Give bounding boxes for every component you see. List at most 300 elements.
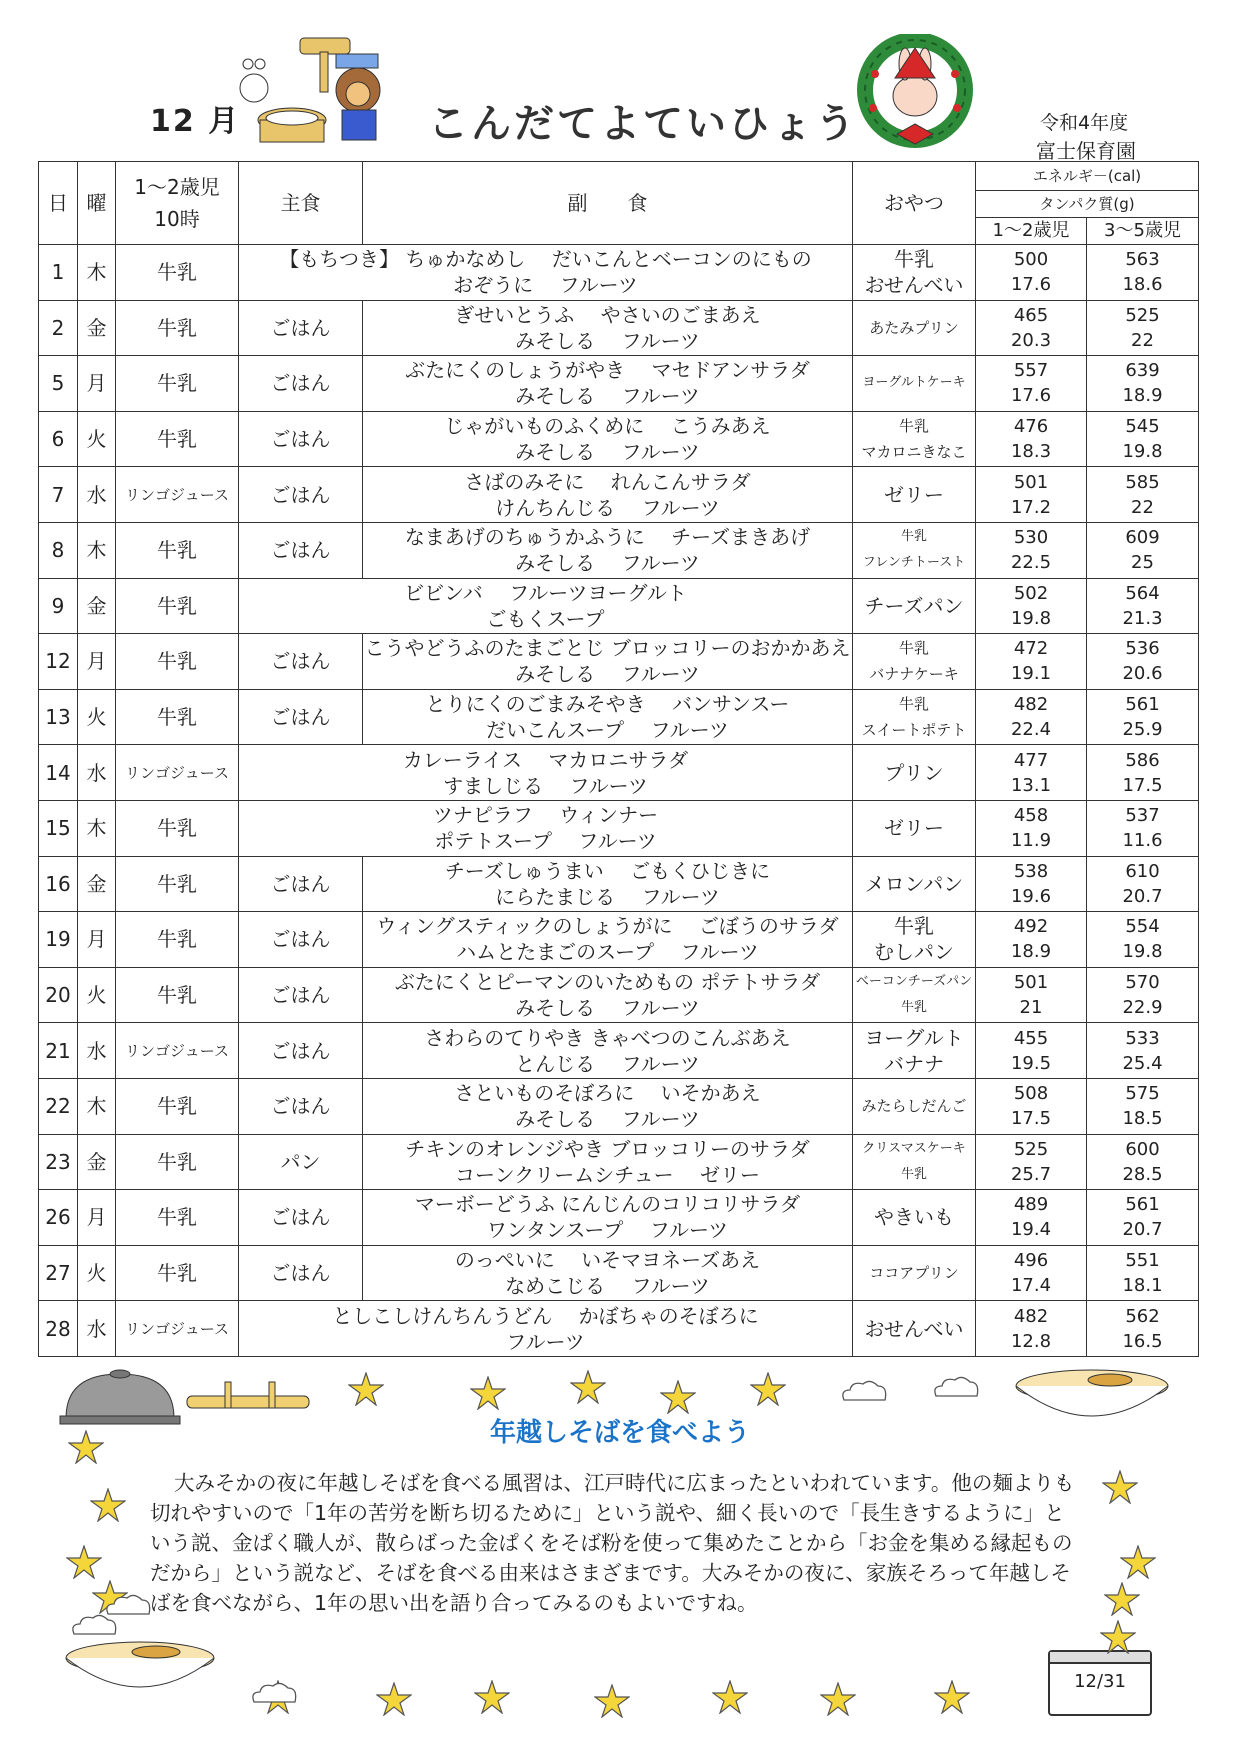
nutrition-age-1-2	[976, 856, 1087, 912]
month-label: 12 月	[150, 104, 241, 139]
energy-value: 525	[1125, 304, 1160, 326]
staple-cell: パン	[239, 1134, 363, 1190]
weekday-cell: 金	[78, 300, 116, 356]
nutrition-age-3-5	[1087, 245, 1199, 301]
weekday-cell: 水	[78, 745, 116, 801]
drink-cell: 牛乳	[116, 1190, 239, 1246]
protein-value: 19.6	[1010, 885, 1052, 907]
protein-value: 18.1	[1122, 1274, 1163, 1296]
drink-cell: 牛乳	[116, 1134, 239, 1190]
protein-value: 17.6	[1010, 385, 1052, 407]
snack-cell: クリスマスケーキ 牛乳	[853, 1134, 976, 1190]
snack-cell: チーズパン	[853, 578, 976, 634]
drink-cell: 牛乳	[116, 856, 239, 912]
nutrition-age-3-5	[1087, 745, 1199, 801]
energy-value: 465	[1013, 304, 1049, 326]
day-cell: 19	[39, 912, 78, 968]
energy-value: 537	[1125, 805, 1160, 827]
snack-cell: 牛乳 おせんべい	[853, 245, 976, 301]
calendar-label: 12/31	[1074, 1671, 1126, 1692]
star-icon	[820, 1682, 856, 1716]
protein-value: 18.5	[1122, 1108, 1163, 1130]
nutrition-age-1-2	[976, 411, 1087, 467]
star-icon	[570, 1370, 606, 1404]
star-icon	[1120, 1545, 1156, 1579]
protein-value: 11.6	[1122, 830, 1163, 852]
nutrition-age-3-5	[1087, 578, 1199, 634]
table-row	[39, 1190, 1199, 1246]
energy-value: 639	[1125, 360, 1160, 382]
day-cell: 6	[39, 411, 78, 467]
energy-value: 500	[1013, 249, 1049, 271]
energy-value: 508	[1013, 1083, 1049, 1105]
energy-value: 458	[1013, 805, 1049, 827]
nutrition-age-3-5	[1087, 1190, 1199, 1246]
nutrition-age-1-2	[976, 300, 1087, 356]
protein-value: 22	[1131, 329, 1154, 351]
menu-table	[38, 161, 1199, 1357]
table-row	[39, 1134, 1199, 1190]
snack-cell: ゼリー	[853, 467, 976, 523]
weekday-cell: 金	[78, 856, 116, 912]
header-oyatsu: おやつ	[853, 162, 976, 245]
side-cell: じゃがいものふくめに こうみあえ みそしる フルーツ	[363, 411, 853, 467]
energy-value: 561	[1125, 694, 1160, 716]
header-protein: タンパク質(g)	[976, 191, 1199, 218]
side-cell: ぎせいとうふ やさいのごまあえ みそしる フルーツ	[363, 300, 853, 356]
drink-cell: 牛乳	[116, 1245, 239, 1301]
drink-cell: 牛乳	[116, 356, 239, 412]
bamboo-icon	[185, 1378, 313, 1412]
energy-value: 489	[1013, 1194, 1049, 1216]
snack-cell: プリン	[853, 745, 976, 801]
energy-value: 554	[1125, 916, 1160, 938]
day-cell: 15	[39, 800, 78, 856]
protein-value: 22.9	[1122, 997, 1163, 1019]
weekday-cell: 木	[78, 245, 116, 301]
table-row	[39, 522, 1199, 578]
staple-cell: ごはん	[239, 912, 363, 968]
drink-cell: リンゴジュース	[116, 745, 239, 801]
christmas-wreath-illustration	[855, 34, 975, 150]
weekday-cell: 木	[78, 522, 116, 578]
protein-value: 19.8	[1010, 607, 1052, 629]
protein-value: 18.3	[1010, 441, 1052, 463]
nutrition-age-3-5	[1087, 300, 1199, 356]
nutrition-age-1-2	[976, 1301, 1087, 1357]
energy-value: 502	[1013, 582, 1049, 604]
protein-value: 20.6	[1122, 663, 1163, 685]
notice-body: 大みそかの夜に年越しそばを食べる風習は、江戸時代に広まったといわれています。他の麺よりも切れやすいので「1年の苦労を断ち切るために」という説や、細く長いので「長生きするように」という説、金ぱく職人が、散らばった金ぱくをそば粉を使って集めたことから「お金を集める縁起ものだから」という説など、そばを食べる由来はさまざまです。大みそかの夜に、家族そろって年越しそばを食べながら、1年の思い出を語り合ってみるのもよいですね。	[150, 1471, 1075, 1615]
table-row	[39, 800, 1199, 856]
energy-value: 538	[1013, 860, 1049, 882]
side-cell: のっぺいに いそマヨネーズあえ なめこじる フルーツ	[363, 1245, 853, 1301]
energy-value: 610	[1125, 860, 1160, 882]
nutrition-age-1-2	[976, 912, 1087, 968]
table-row	[39, 1078, 1199, 1134]
energy-value: 545	[1125, 416, 1160, 438]
energy-value: 476	[1013, 416, 1049, 438]
drink-cell: リンゴジュース	[116, 467, 239, 523]
side-cell: ウィングスティックのしょうがに ごぼうのサラダ ハムとたまごのスープ フルーツ	[363, 912, 853, 968]
nutrition-age-1-2	[976, 689, 1087, 745]
side-cell: ツナピラフ ウィンナー ポテトスープ フルーツ	[239, 800, 853, 856]
nutrition-age-3-5	[1087, 967, 1199, 1023]
page-title: こんだてよていひょう	[428, 101, 858, 147]
table-row	[39, 634, 1199, 690]
energy-value: 586	[1125, 749, 1160, 771]
side-cell: チーズしゅうまい ごもくひじきに にらたまじる フルーツ	[363, 856, 853, 912]
snack-cell: あたみプリン	[853, 300, 976, 356]
energy-value: 492	[1013, 916, 1049, 938]
nutrition-age-3-5	[1087, 411, 1199, 467]
header-age-1-2: 1～2歳児	[976, 218, 1087, 245]
drink-cell: 牛乳	[116, 578, 239, 634]
protein-value: 16.5	[1122, 1330, 1163, 1352]
day-cell: 22	[39, 1078, 78, 1134]
drink-cell: 牛乳	[116, 634, 239, 690]
energy-value: 570	[1125, 972, 1160, 994]
day-cell: 8	[39, 522, 78, 578]
protein-value: 22.5	[1010, 552, 1052, 574]
nutrition-age-1-2	[976, 1023, 1087, 1079]
snack-cell: 牛乳 フレンチトースト	[853, 522, 976, 578]
nutrition-age-3-5	[1087, 522, 1199, 578]
weekday-cell: 火	[78, 1245, 116, 1301]
table-row	[39, 467, 1199, 523]
protein-value: 21	[1019, 997, 1043, 1019]
side-cell: さわらのてりやき きゃべつのこんぶあえ とんじる フルーツ	[363, 1023, 853, 1079]
table-row	[39, 745, 1199, 801]
snack-cell: ヨーグルト バナナ	[853, 1023, 976, 1079]
protein-value: 17.4	[1010, 1274, 1052, 1296]
energy-value: 477	[1013, 749, 1049, 771]
protein-value: 17.6	[1010, 274, 1052, 296]
star-icon	[1102, 1470, 1138, 1504]
nutrition-age-1-2	[976, 1078, 1087, 1134]
protein-value: 20.3	[1010, 329, 1052, 351]
drink-cell: 牛乳	[116, 1078, 239, 1134]
staple-cell: ごはん	[239, 467, 363, 523]
side-cell: ぶたにくのしょうがやき マセドアンサラダ みそしる フルーツ	[363, 356, 853, 412]
header-energy: エネルギ－(cal)	[976, 162, 1199, 191]
snack-cell: おせんべい	[853, 1301, 976, 1357]
energy-value: 575	[1125, 1083, 1160, 1105]
protein-value: 19.8	[1122, 441, 1163, 463]
table-row	[39, 912, 1199, 968]
staple-cell: ごはん	[239, 856, 363, 912]
nutrition-age-3-5	[1087, 1301, 1199, 1357]
school-name: 富士保育園	[1036, 139, 1136, 163]
nutrition-age-3-5	[1087, 467, 1199, 523]
snack-cell: ゼリー	[853, 800, 976, 856]
star-icon	[376, 1682, 412, 1716]
protein-value: 11.9	[1010, 830, 1052, 852]
protein-value: 17.2	[1010, 496, 1052, 518]
table-row	[39, 967, 1199, 1023]
star-icon	[1104, 1582, 1140, 1616]
nutrition-age-1-2	[976, 1245, 1087, 1301]
weekday-cell: 月	[78, 634, 116, 690]
energy-value: 482	[1013, 694, 1049, 716]
day-cell: 9	[39, 578, 78, 634]
protein-value: 25	[1131, 552, 1154, 574]
nutrition-age-1-2	[976, 745, 1087, 801]
drink-cell: 牛乳	[116, 967, 239, 1023]
fiscal-year: 令和4年度	[1040, 112, 1129, 134]
staple-cell: ごはん	[239, 356, 363, 412]
drink-cell: 牛乳	[116, 689, 239, 745]
energy-value: 530	[1013, 527, 1049, 549]
nutrition-age-3-5	[1087, 356, 1199, 412]
drink-cell: 牛乳	[116, 800, 239, 856]
energy-value: 482	[1013, 1305, 1049, 1327]
staple-cell: ごはん	[239, 300, 363, 356]
day-cell: 1	[39, 245, 78, 301]
side-cell: こうやどうふのたまごとじ ブロッコリーのおかかあえ みそしる フルーツ	[363, 634, 853, 690]
protein-value: 22.4	[1010, 719, 1052, 741]
staple-cell: ごはん	[239, 634, 363, 690]
cloud-icon	[248, 1680, 300, 1706]
mochi-pounding-illustration	[232, 28, 392, 150]
header-weekday: 曜	[78, 162, 116, 245]
nutrition-age-3-5	[1087, 634, 1199, 690]
staple-cell: ごはん	[239, 411, 363, 467]
snack-cell: 牛乳 マカロニきなこ	[853, 411, 976, 467]
day-cell: 5	[39, 356, 78, 412]
nutrition-age-1-2	[976, 800, 1087, 856]
snack-cell: みたらしだんご	[853, 1078, 976, 1134]
header-age-3-5: 3～5歳児	[1087, 218, 1199, 245]
protein-value: 12.8	[1010, 1330, 1052, 1352]
snack-cell: やきいも	[853, 1190, 976, 1246]
nutrition-age-3-5	[1087, 1023, 1199, 1079]
side-cell: さばのみそに れんこんサラダ けんちんじる フルーツ	[363, 467, 853, 523]
weekday-cell: 水	[78, 1023, 116, 1079]
protein-value: 25.7	[1010, 1163, 1052, 1185]
side-cell: カレーライス マカロニサラダ すましじる フルーツ	[239, 745, 853, 801]
staple-cell: ごはん	[239, 689, 363, 745]
weekday-cell: 火	[78, 411, 116, 467]
star-icon	[594, 1684, 630, 1718]
protein-value: 19.4	[1010, 1219, 1052, 1241]
header-snack-10: 1～2歳児 10時	[116, 162, 239, 245]
side-cell: としこしけんちんうどん かぼちゃのそぼろに フルーツ	[239, 1301, 853, 1357]
day-cell: 14	[39, 745, 78, 801]
star-icon	[660, 1380, 696, 1414]
protein-value: 25.9	[1122, 719, 1163, 741]
energy-value: 561	[1125, 1194, 1160, 1216]
protein-value: 20.7	[1122, 885, 1163, 907]
snack-cell: 牛乳 バナナケーキ	[853, 634, 976, 690]
table-row	[39, 856, 1199, 912]
staple-cell: ごはん	[239, 1190, 363, 1246]
staple-cell: ごはん	[239, 1078, 363, 1134]
energy-value: 533	[1125, 1027, 1160, 1049]
energy-value: 551	[1125, 1249, 1160, 1271]
star-icon	[348, 1372, 384, 1406]
header-day: 日	[39, 162, 78, 245]
nutrition-age-3-5	[1087, 856, 1199, 912]
protein-value: 19.8	[1122, 941, 1163, 963]
protein-value: 20.7	[1122, 1219, 1163, 1241]
protein-value: 18.9	[1122, 385, 1163, 407]
nutrition-age-1-2	[976, 522, 1087, 578]
star-icon	[750, 1372, 786, 1406]
day-cell: 2	[39, 300, 78, 356]
side-cell: とりにくのごまみそやき バンサンスー だいこんスープ フルーツ	[363, 689, 853, 745]
soba-bowl-icon	[1012, 1366, 1172, 1428]
nutrition-age-1-2	[976, 967, 1087, 1023]
staple-cell: ごはん	[239, 522, 363, 578]
weekday-cell: 金	[78, 1134, 116, 1190]
drink-cell: 牛乳	[116, 912, 239, 968]
day-cell: 21	[39, 1023, 78, 1079]
nutrition-age-3-5	[1087, 800, 1199, 856]
table-row	[39, 245, 1199, 301]
drink-cell: リンゴジュース	[116, 1301, 239, 1357]
protein-value: 17.5	[1122, 774, 1163, 796]
protein-value: 22	[1131, 496, 1154, 518]
energy-value: 563	[1125, 249, 1160, 271]
table-row	[39, 300, 1199, 356]
table-row	[39, 689, 1199, 745]
nutrition-age-1-2	[976, 1134, 1087, 1190]
nutrition-age-1-2	[976, 467, 1087, 523]
side-cell: マーボーどうふ にんじんのコリコリサラダ ワンタンスープ フルーツ	[363, 1190, 853, 1246]
protein-value: 25.4	[1122, 1052, 1163, 1074]
energy-value: 501	[1013, 471, 1049, 493]
cloud-icon	[838, 1378, 890, 1404]
weekday-cell: 月	[78, 912, 116, 968]
day-cell: 20	[39, 967, 78, 1023]
drink-cell: 牛乳	[116, 300, 239, 356]
drink-cell: 牛乳	[116, 522, 239, 578]
side-cell: チキンのオレンジやき ブロッコリーのサラダ コーンクリームシチュー ゼリー	[363, 1134, 853, 1190]
soba-bowl-icon	[60, 1636, 220, 1702]
star-icon	[934, 1680, 970, 1714]
energy-value: 455	[1013, 1027, 1049, 1049]
day-cell: 27	[39, 1245, 78, 1301]
weekday-cell: 木	[78, 1078, 116, 1134]
header-side: 副 食	[363, 162, 853, 245]
weekday-cell: 水	[78, 467, 116, 523]
day-cell: 7	[39, 467, 78, 523]
side-cell: さといものそぼろに いそかあえ みそしる フルーツ	[363, 1078, 853, 1134]
nutrition-age-1-2	[976, 1190, 1087, 1246]
energy-value: 600	[1125, 1138, 1160, 1160]
star-icon	[66, 1545, 102, 1579]
snack-cell: 牛乳 むしパン	[853, 912, 976, 968]
snack-cell: 牛乳 スイートポテト	[853, 689, 976, 745]
star-icon	[470, 1376, 506, 1410]
staple-cell: ごはん	[239, 1023, 363, 1079]
side-cell: ビビンバ フルーツヨーグルト ごもくスープ	[239, 578, 853, 634]
nutrition-age-1-2	[976, 634, 1087, 690]
drink-cell: 牛乳	[116, 245, 239, 301]
day-cell: 26	[39, 1190, 78, 1246]
calendar-icon	[1048, 1650, 1152, 1716]
energy-value: 472	[1013, 638, 1049, 660]
drink-cell: 牛乳	[116, 411, 239, 467]
protein-value: 21.3	[1122, 607, 1163, 629]
notice-title: 年越しそばを食べよう	[490, 1418, 751, 1448]
star-icon	[474, 1680, 510, 1714]
table-row	[39, 356, 1199, 412]
cloud-icon	[930, 1374, 982, 1400]
energy-value: 557	[1013, 360, 1049, 382]
star-icon	[712, 1680, 748, 1714]
snack-cell: ベーコンチーズパン 牛乳	[853, 967, 976, 1023]
energy-value: 585	[1125, 471, 1160, 493]
nutrition-age-3-5	[1087, 1078, 1199, 1134]
table-row	[39, 1245, 1199, 1301]
day-cell: 13	[39, 689, 78, 745]
energy-value: 525	[1013, 1138, 1049, 1160]
side-cell: 【もちつき】 ちゅかなめし だいこんとベーコンのにもの おぞうに フルーツ	[239, 245, 853, 301]
table-row	[39, 1023, 1199, 1079]
protein-value: 18.9	[1010, 941, 1052, 963]
nutrition-age-3-5	[1087, 1245, 1199, 1301]
day-cell: 16	[39, 856, 78, 912]
nutrition-age-1-2	[976, 245, 1087, 301]
side-cell: ぶたにくとピーマンのいためもの ポテトサラダ みそしる フルーツ	[363, 967, 853, 1023]
day-cell: 12	[39, 634, 78, 690]
steamer-icon	[58, 1368, 182, 1426]
weekday-cell: 火	[78, 967, 116, 1023]
energy-value: 564	[1125, 582, 1160, 604]
staple-cell: ごはん	[239, 1245, 363, 1301]
nutrition-age-3-5	[1087, 1134, 1199, 1190]
energy-value: 536	[1125, 638, 1160, 660]
protein-value: 19.5	[1010, 1052, 1052, 1074]
protein-value: 28.5	[1122, 1163, 1163, 1185]
drink-cell: リンゴジュース	[116, 1023, 239, 1079]
snack-cell: メロンパン	[853, 856, 976, 912]
protein-value: 17.5	[1010, 1108, 1052, 1130]
energy-value: 501	[1013, 972, 1049, 994]
header-staple: 主食	[239, 162, 363, 245]
weekday-cell: 火	[78, 689, 116, 745]
nutrition-age-1-2	[976, 578, 1087, 634]
star-icon	[68, 1430, 104, 1464]
weekday-cell: 木	[78, 800, 116, 856]
cloud-icon	[68, 1612, 120, 1638]
protein-value: 13.1	[1010, 774, 1052, 796]
energy-value: 496	[1013, 1249, 1049, 1271]
table-row	[39, 1301, 1199, 1357]
nutrition-age-1-2	[976, 356, 1087, 412]
protein-value: 18.6	[1122, 274, 1163, 296]
energy-value: 562	[1125, 1305, 1160, 1327]
star-icon	[90, 1488, 126, 1522]
day-cell: 23	[39, 1134, 78, 1190]
nutrition-age-3-5	[1087, 689, 1199, 745]
weekday-cell: 金	[78, 578, 116, 634]
snack-cell: ココアプリン	[853, 1245, 976, 1301]
table-row	[39, 578, 1199, 634]
weekday-cell: 月	[78, 356, 116, 412]
day-cell: 28	[39, 1301, 78, 1357]
weekday-cell: 月	[78, 1190, 116, 1246]
protein-value: 19.1	[1010, 663, 1052, 685]
nutrition-age-3-5	[1087, 912, 1199, 968]
staple-cell: ごはん	[239, 967, 363, 1023]
snack-cell: ヨーグルトケーキ	[853, 356, 976, 412]
table-row	[39, 411, 1199, 467]
energy-value: 609	[1125, 527, 1160, 549]
side-cell: なまあげのちゅうかふうに チーズまきあげ みそしる フルーツ	[363, 522, 853, 578]
